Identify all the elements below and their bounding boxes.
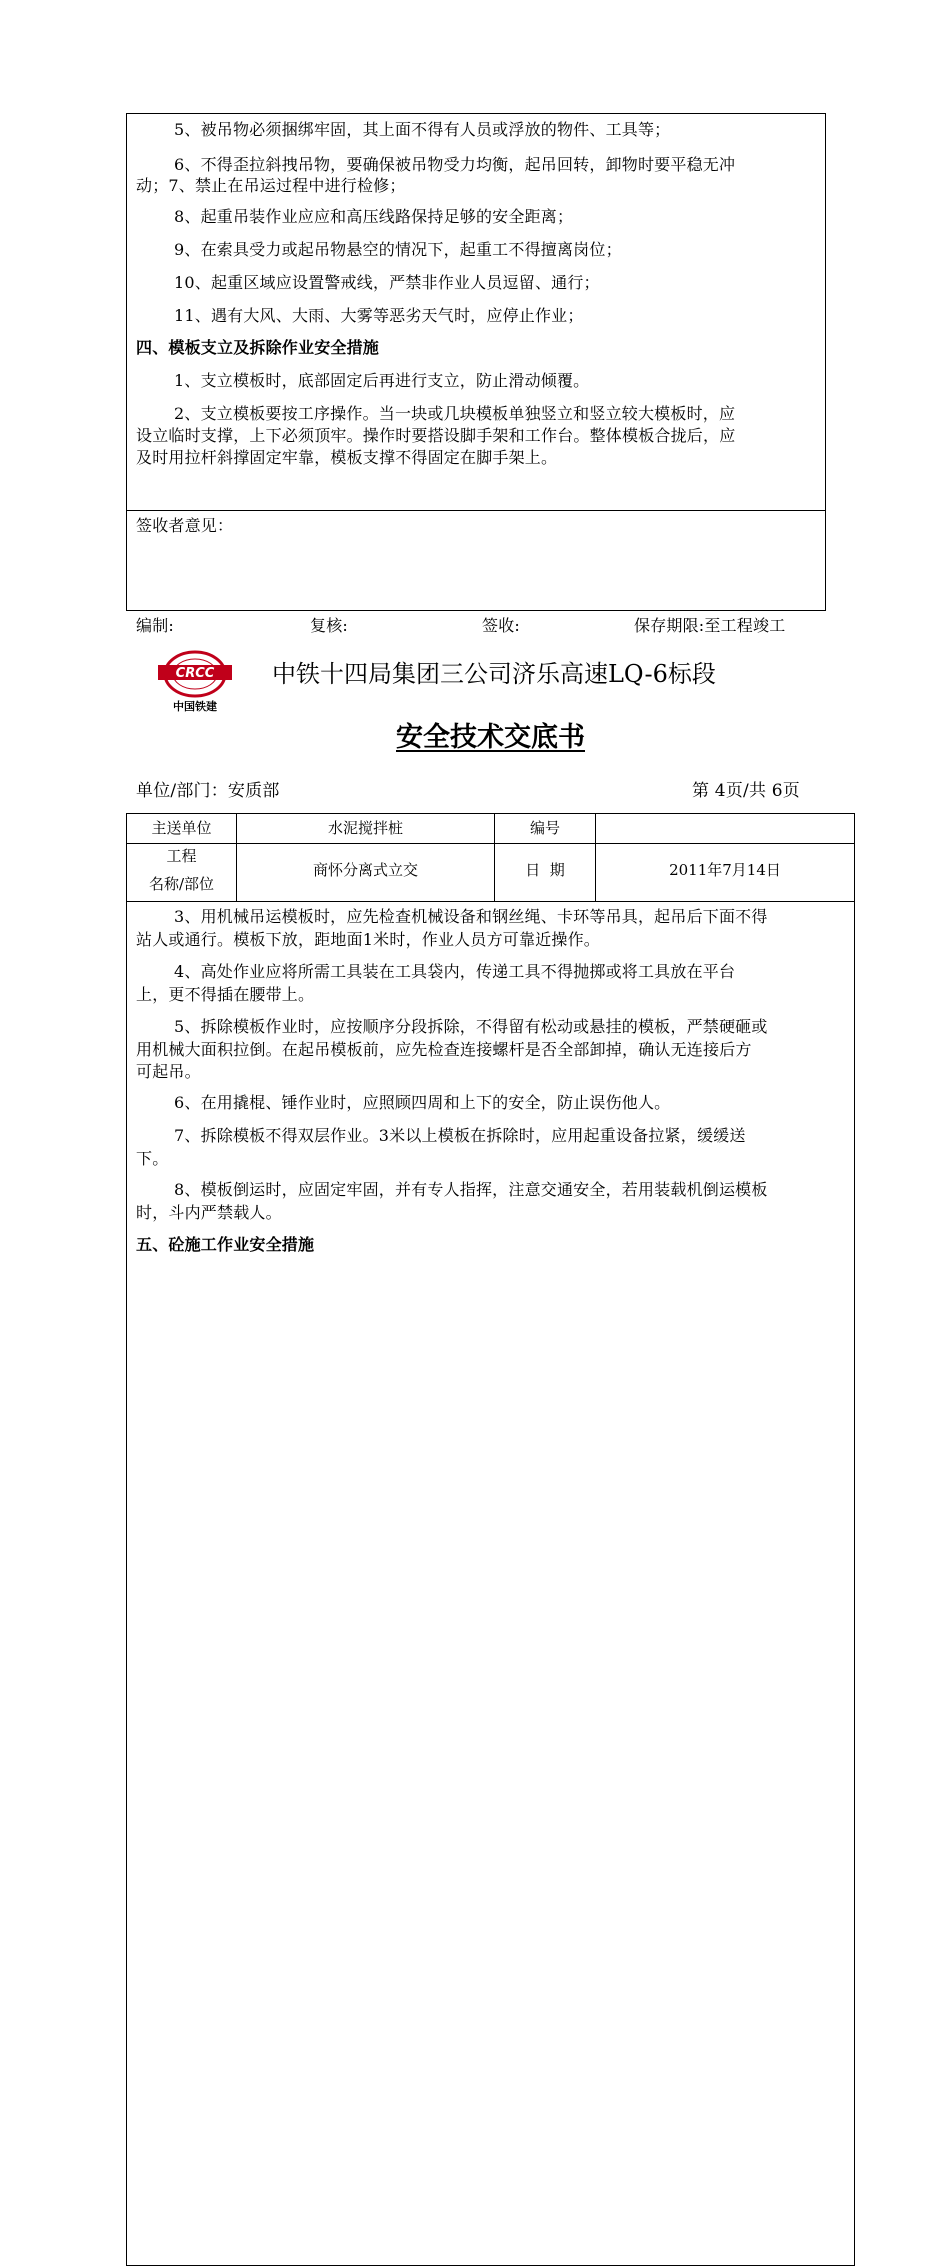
signoff-label: 签收者意见：	[136, 516, 234, 535]
number-label: 编号	[529, 819, 560, 837]
document-title: 安全技术交底书	[396, 722, 585, 753]
lower-item-4-line1: 4、高处作业应将所需工具装在工具袋内，传递工具不得抛掷或将工具放在平台	[174, 962, 736, 981]
crcc-logo	[150, 646, 240, 714]
date-value: 2011年7月14日	[669, 861, 781, 879]
upper-item-5: 5、被吊物必须捆绑牢固，其上面不得有人员或浮放的物件、工具等；	[174, 120, 671, 139]
upper-item-6-cont: 动；7、禁止在吊运过程中进行检修；	[136, 176, 406, 195]
company-name: 中铁十四局集团三公司济乐高速LQ-6标段	[272, 660, 716, 688]
crcc-logo-icon	[150, 646, 240, 714]
lower-item-8-line1: 8、模板倒运时，应固定牢固，并有专人指挥，注意交通安全，若用装载机倒运模板	[174, 1180, 768, 1199]
section-heading-5: 五、砼施工作业安全措施	[136, 1235, 315, 1254]
item4-2-line1: 2、支立模板要按工序操作。当一块或几块模板单独竖立和竖立较大模板时，应	[174, 404, 736, 423]
lower-item-5-line1: 5、拆除模板作业时，应按顺序分段拆除，不得留有松动或悬挂的模板，严禁硬砸或	[174, 1017, 768, 1036]
lower-item-5-line2: 用机械大面积拉倒。在起吊模板前，应先检查连接螺杆是否全部卸掉，确认无连接后方	[136, 1040, 752, 1059]
date-label: 日 期	[525, 861, 565, 879]
lower-item-4-line2: 上，更不得插在腰带上。	[136, 985, 315, 1004]
footer-retention: 保存期限:至工程竣工	[634, 616, 786, 635]
section-heading-4: 四、模板支立及拆除作业安全措施	[136, 338, 380, 357]
unit-label: 单位/部门：安质部	[136, 781, 280, 801]
project-label-line2: 名称/部位	[148, 875, 215, 893]
upper-item-9: 9、在索具受力或起吊物悬空的情况下，起重工不得擅离岗位；	[174, 240, 622, 259]
lower-item-7-line2: 下。	[136, 1149, 169, 1168]
item4-1: 1、支立模板时，底部固定后再进行支立，防止滑动倾覆。	[174, 371, 590, 390]
lower-item-8-line2: 时，斗内严禁载人。	[136, 1203, 282, 1222]
footer-received: 签收:	[482, 616, 520, 635]
upper-item-11: 11、遇有大风、大雨、大雾等恶劣天气时，应停止作业；	[174, 306, 584, 325]
item4-2-line3: 及时用拉杆斜撑固定牢靠，模板支撑不得固定在脚手架上。	[136, 448, 558, 467]
project-label-line1: 工程	[166, 847, 197, 865]
svg-text:CRCC: CRCC	[175, 666, 215, 681]
svg-text:中国铁建: 中国铁建	[173, 700, 217, 713]
upper-item-10: 10、起重区域应设置警戒线，严禁非作业人员逗留、通行；	[174, 273, 600, 292]
page-info: 第 4页/共 6页	[692, 781, 800, 801]
project-value: 商怀分离式立交	[312, 861, 418, 879]
lower-item-3-line1: 3、用机械吊运模板时，应先检查机械设备和钢丝绳、卡环等吊具，起吊后下面不得	[174, 907, 768, 926]
lower-item-7-line1: 7、拆除模板不得双层作业。3米以上模板在拆除时，应用起重设备拉紧，缓缓送	[174, 1126, 746, 1145]
lower-item-6: 6、在用撬棍、锤作业时，应照顾四周和上下的安全，防止误伤他人。	[174, 1093, 671, 1112]
sender-label: 主送单位	[151, 819, 212, 837]
lower-item-5-line3: 可起吊。	[136, 1062, 201, 1081]
sender-value: 水泥搅拌桩	[327, 819, 403, 837]
upper-item-6: 6、不得歪拉斜拽吊物，要确保被吊物受力均衡，起吊回转，卸物时要平稳无冲	[174, 155, 736, 174]
lower-item-3-line2: 站人或通行。模板下放，距地面1米时，作业人员方可靠近操作。	[136, 930, 600, 949]
footer-reviewed: 复核:	[310, 616, 348, 635]
item4-2-line2: 设立临时支撑，上下必须顶牢。操作时要搭设脚手架和工作台。整体模板合拢后，应	[136, 426, 736, 445]
footer-compiled: 编制:	[136, 616, 174, 635]
upper-item-8: 8、起重吊装作业应应和高压线路保持足够的安全距离；	[174, 207, 574, 226]
